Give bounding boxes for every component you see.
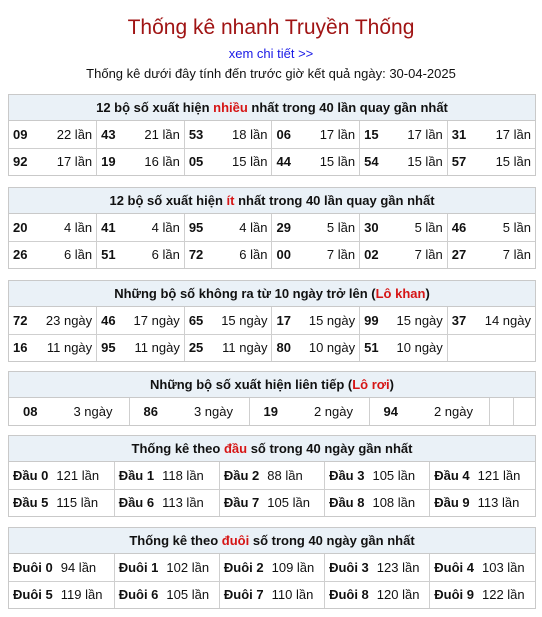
count: 4 lần — [151, 219, 180, 235]
page-subtitle: Thống kê dưới đây tính đến trước giờ kết quả ngày: 30-04-2025 — [86, 66, 456, 81]
number: 44 — [276, 154, 291, 170]
table-cell — [9, 554, 114, 581]
count: 22 lần — [56, 126, 93, 142]
days: 15 ngày — [308, 312, 356, 328]
table-cell — [272, 214, 360, 241]
head-label: Đầu 1 — [118, 467, 155, 483]
table-cell — [184, 121, 272, 148]
number: 05 — [188, 154, 204, 170]
number: 19 — [101, 154, 116, 170]
dau-table — [9, 462, 535, 516]
count: 105 lần — [166, 587, 210, 603]
table-cell — [184, 214, 272, 241]
table-row — [9, 462, 535, 489]
dau-panel — [8, 435, 536, 517]
table-cell — [447, 241, 535, 268]
number: 86 — [143, 404, 158, 419]
count: 17 lần — [495, 126, 531, 142]
count: 18 lần — [232, 126, 268, 142]
number: 08 — [23, 404, 38, 419]
head-label: Đầu 6 — [118, 495, 155, 511]
table-cell — [325, 581, 430, 608]
days: 14 ngày — [484, 312, 531, 328]
table-cell — [114, 462, 219, 489]
table-cell — [9, 148, 97, 175]
table-cell — [360, 214, 448, 241]
table-cell — [430, 489, 535, 516]
table-cell — [184, 307, 272, 334]
lo-khan-table — [9, 307, 535, 361]
number: 31 — [451, 126, 467, 142]
table-cell — [97, 121, 185, 148]
table-row — [9, 241, 535, 268]
count: 15 lần — [495, 154, 531, 170]
tail-label: Đuôi 7 — [223, 587, 264, 603]
days: 2 ngày — [313, 404, 354, 419]
days: 17 ngày — [133, 312, 180, 328]
count: 121 lần — [477, 467, 521, 483]
lo-roi-table — [9, 398, 537, 425]
head-label: Đầu 8 — [329, 495, 365, 511]
days: 15 ngày — [396, 312, 443, 328]
number: 46 — [451, 219, 467, 235]
duoi-table — [9, 554, 535, 608]
table-row — [9, 121, 535, 148]
count: 5 lần — [502, 219, 531, 235]
table-cell — [9, 398, 129, 425]
tail-label: Đuôi 2 — [223, 559, 264, 575]
number: 72 — [188, 247, 204, 263]
number: 54 — [364, 154, 379, 170]
table-cell — [184, 334, 272, 361]
tail-label: Đuôi 9 — [434, 587, 474, 603]
table-cell — [360, 148, 448, 175]
tail-label: Đuôi 1 — [118, 559, 159, 575]
count: 4 lần — [239, 219, 268, 235]
table-cell — [272, 241, 360, 268]
count: 109 lần — [271, 559, 315, 575]
number: 16 — [13, 340, 28, 356]
count: 110 lần — [271, 587, 314, 603]
table-cell — [219, 489, 324, 516]
head-label: Đầu 4 — [434, 467, 470, 483]
table-row — [9, 307, 535, 334]
count: 88 lần — [267, 467, 303, 483]
number: 99 — [364, 312, 379, 328]
least-frequent-heading: 12 bộ số xuất hiện ít nhất trong 40 lần quay gần nhất — [9, 188, 535, 214]
lo-khan-panel — [8, 280, 536, 362]
number: 19 — [263, 404, 278, 419]
table-cell — [447, 307, 535, 334]
table-cell — [9, 462, 114, 489]
table-cell — [249, 398, 369, 425]
number: 26 — [13, 247, 28, 263]
count: 94 lần — [60, 559, 97, 575]
tail-label: Đuôi 8 — [329, 587, 369, 603]
count: 120 lần — [376, 587, 420, 603]
number: 25 — [188, 340, 204, 356]
count: 17 lần — [56, 154, 93, 170]
number: 02 — [364, 247, 379, 263]
count: 17 lần — [319, 126, 356, 142]
count: 17 lần — [407, 126, 443, 142]
number: 51 — [101, 247, 116, 263]
table-cell — [9, 121, 97, 148]
table-cell — [447, 121, 535, 148]
table-cell — [447, 148, 535, 175]
count: 21 lần — [144, 126, 180, 142]
duoi-heading: Thống kê theo đuôi số trong 40 ngày gần nhất — [9, 528, 535, 554]
head-label: Đầu 5 — [13, 495, 49, 511]
count: 15 lần — [407, 154, 443, 170]
count: 119 lần — [60, 587, 103, 603]
number: 29 — [276, 219, 291, 235]
table-cell — [97, 334, 185, 361]
number: 00 — [276, 247, 291, 263]
days: 10 ngày — [308, 340, 356, 356]
tail-label: Đuôi 3 — [329, 559, 369, 575]
tail-label: Đuôi 6 — [118, 587, 159, 603]
days: 11 ngày — [134, 340, 180, 356]
table-cell — [129, 398, 249, 425]
number: 41 — [101, 219, 116, 235]
empty-cell — [489, 398, 513, 425]
table-cell — [97, 148, 185, 175]
table-cell — [272, 148, 360, 175]
table-cell — [360, 334, 448, 361]
number: 95 — [101, 340, 116, 356]
count: 118 lần — [162, 467, 204, 483]
tail-label: Đuôi 5 — [13, 587, 53, 603]
count: 115 lần — [56, 495, 99, 511]
days: 3 ngày — [193, 404, 234, 419]
table-cell — [430, 554, 535, 581]
head-label: Đầu 0 — [13, 467, 49, 483]
count: 108 lần — [372, 495, 416, 511]
table-cell — [97, 241, 185, 268]
count: 6 lần — [63, 247, 93, 263]
table-cell — [325, 462, 430, 489]
number: 17 — [276, 312, 291, 328]
table-cell — [9, 214, 97, 241]
table-cell — [97, 307, 185, 334]
days: 3 ngày — [73, 404, 113, 419]
days: 10 ngày — [396, 340, 443, 356]
count: 7 lần — [414, 247, 443, 263]
lo-roi-heading: Những bộ số xuất hiện liên tiếp (Lô rơi) — [9, 372, 535, 398]
count: 103 lần — [481, 559, 525, 575]
table-cell — [114, 581, 219, 608]
table-row — [9, 554, 535, 581]
days: 15 ngày — [221, 312, 268, 328]
table-cell — [219, 554, 324, 581]
table-row — [9, 148, 535, 175]
days: 23 ngày — [45, 312, 93, 328]
days: 2 ngày — [433, 404, 474, 419]
table-cell — [97, 214, 185, 241]
table-cell — [360, 241, 448, 268]
tail-label: Đuôi 4 — [434, 559, 474, 575]
table-cell — [9, 241, 97, 268]
number: 27 — [451, 247, 467, 263]
number: 80 — [276, 340, 291, 356]
most-frequent-table — [9, 121, 535, 175]
count: 102 lần — [166, 559, 210, 575]
number: 57 — [451, 154, 467, 170]
table-cell — [114, 489, 219, 516]
count: 7 lần — [326, 247, 356, 263]
tail-label: Đuôi 0 — [13, 559, 53, 575]
count: 113 lần — [477, 495, 520, 511]
table-row — [9, 334, 535, 361]
number: 15 — [364, 126, 379, 142]
number: 95 — [188, 219, 204, 235]
days: 11 ngày — [222, 340, 268, 356]
table-cell — [430, 581, 535, 608]
dau-heading: Thống kê theo đầu số trong 40 ngày gần nhất — [9, 436, 535, 462]
number: 06 — [276, 126, 291, 142]
head-label: Đầu 2 — [223, 467, 260, 483]
number: 94 — [383, 404, 398, 419]
table-row — [9, 489, 535, 516]
table-cell — [9, 334, 97, 361]
table-cell — [360, 307, 448, 334]
number: 30 — [364, 219, 379, 235]
number: 53 — [188, 126, 204, 142]
most-frequent-panel — [8, 94, 536, 176]
table-cell — [9, 489, 114, 516]
table-cell — [272, 334, 360, 361]
table-cell — [219, 462, 324, 489]
number: 20 — [13, 219, 28, 235]
head-label: Đầu 9 — [434, 495, 470, 511]
count: 4 lần — [63, 219, 93, 235]
count: 113 lần — [162, 495, 204, 511]
count: 121 lần — [56, 467, 100, 483]
number: 51 — [364, 340, 379, 356]
page-title: Thống kê nhanh Truyền Thống — [127, 16, 415, 39]
count: 7 lần — [502, 247, 531, 263]
table-cell — [184, 148, 272, 175]
empty-cell — [447, 334, 535, 361]
days: 11 ngày — [46, 340, 93, 356]
table-cell — [430, 462, 535, 489]
most-frequent-heading: 12 bộ số xuất hiện nhiều nhất trong 40 lần quay gần nhất — [9, 95, 535, 121]
count: 16 lần — [144, 154, 180, 170]
table-cell — [325, 554, 430, 581]
count: 15 lần — [232, 154, 268, 170]
number: 37 — [451, 312, 467, 328]
count: 5 lần — [326, 219, 356, 235]
count: 122 lần — [481, 587, 525, 603]
table-cell — [219, 581, 324, 608]
table-row — [9, 214, 535, 241]
number: 72 — [13, 312, 28, 328]
table-cell — [272, 307, 360, 334]
count: 5 lần — [414, 219, 443, 235]
head-label: Đầu 3 — [329, 467, 365, 483]
empty-cell — [513, 398, 537, 425]
table-cell — [184, 241, 272, 268]
count: 123 lần — [376, 559, 420, 575]
duoi-panel — [8, 527, 536, 609]
detail-link[interactable]: xem chi tiết >> — [228, 46, 314, 61]
table-cell — [369, 398, 489, 425]
table-row — [9, 581, 535, 608]
number: 43 — [101, 126, 116, 142]
count: 6 lần — [239, 247, 268, 263]
table-cell — [447, 214, 535, 241]
count: 105 lần — [372, 467, 416, 483]
least-frequent-table — [9, 214, 535, 268]
table-cell — [114, 554, 219, 581]
number: 65 — [188, 312, 204, 328]
table-cell — [360, 121, 448, 148]
lo-khan-heading: Những bộ số không ra từ 10 ngày trở lên (Lô khan) — [9, 281, 535, 307]
lo-roi-panel — [8, 371, 536, 426]
table-cell — [9, 581, 114, 608]
number: 46 — [101, 312, 116, 328]
table-cell — [9, 307, 97, 334]
number: 92 — [13, 154, 28, 170]
table-cell — [272, 121, 360, 148]
head-label: Đầu 7 — [223, 495, 260, 511]
number: 09 — [13, 126, 28, 142]
table-cell — [325, 489, 430, 516]
table-row — [9, 398, 537, 425]
count: 105 lần — [267, 495, 310, 511]
count: 15 lần — [319, 154, 356, 170]
count: 6 lần — [151, 247, 180, 263]
least-frequent-panel — [8, 187, 536, 269]
